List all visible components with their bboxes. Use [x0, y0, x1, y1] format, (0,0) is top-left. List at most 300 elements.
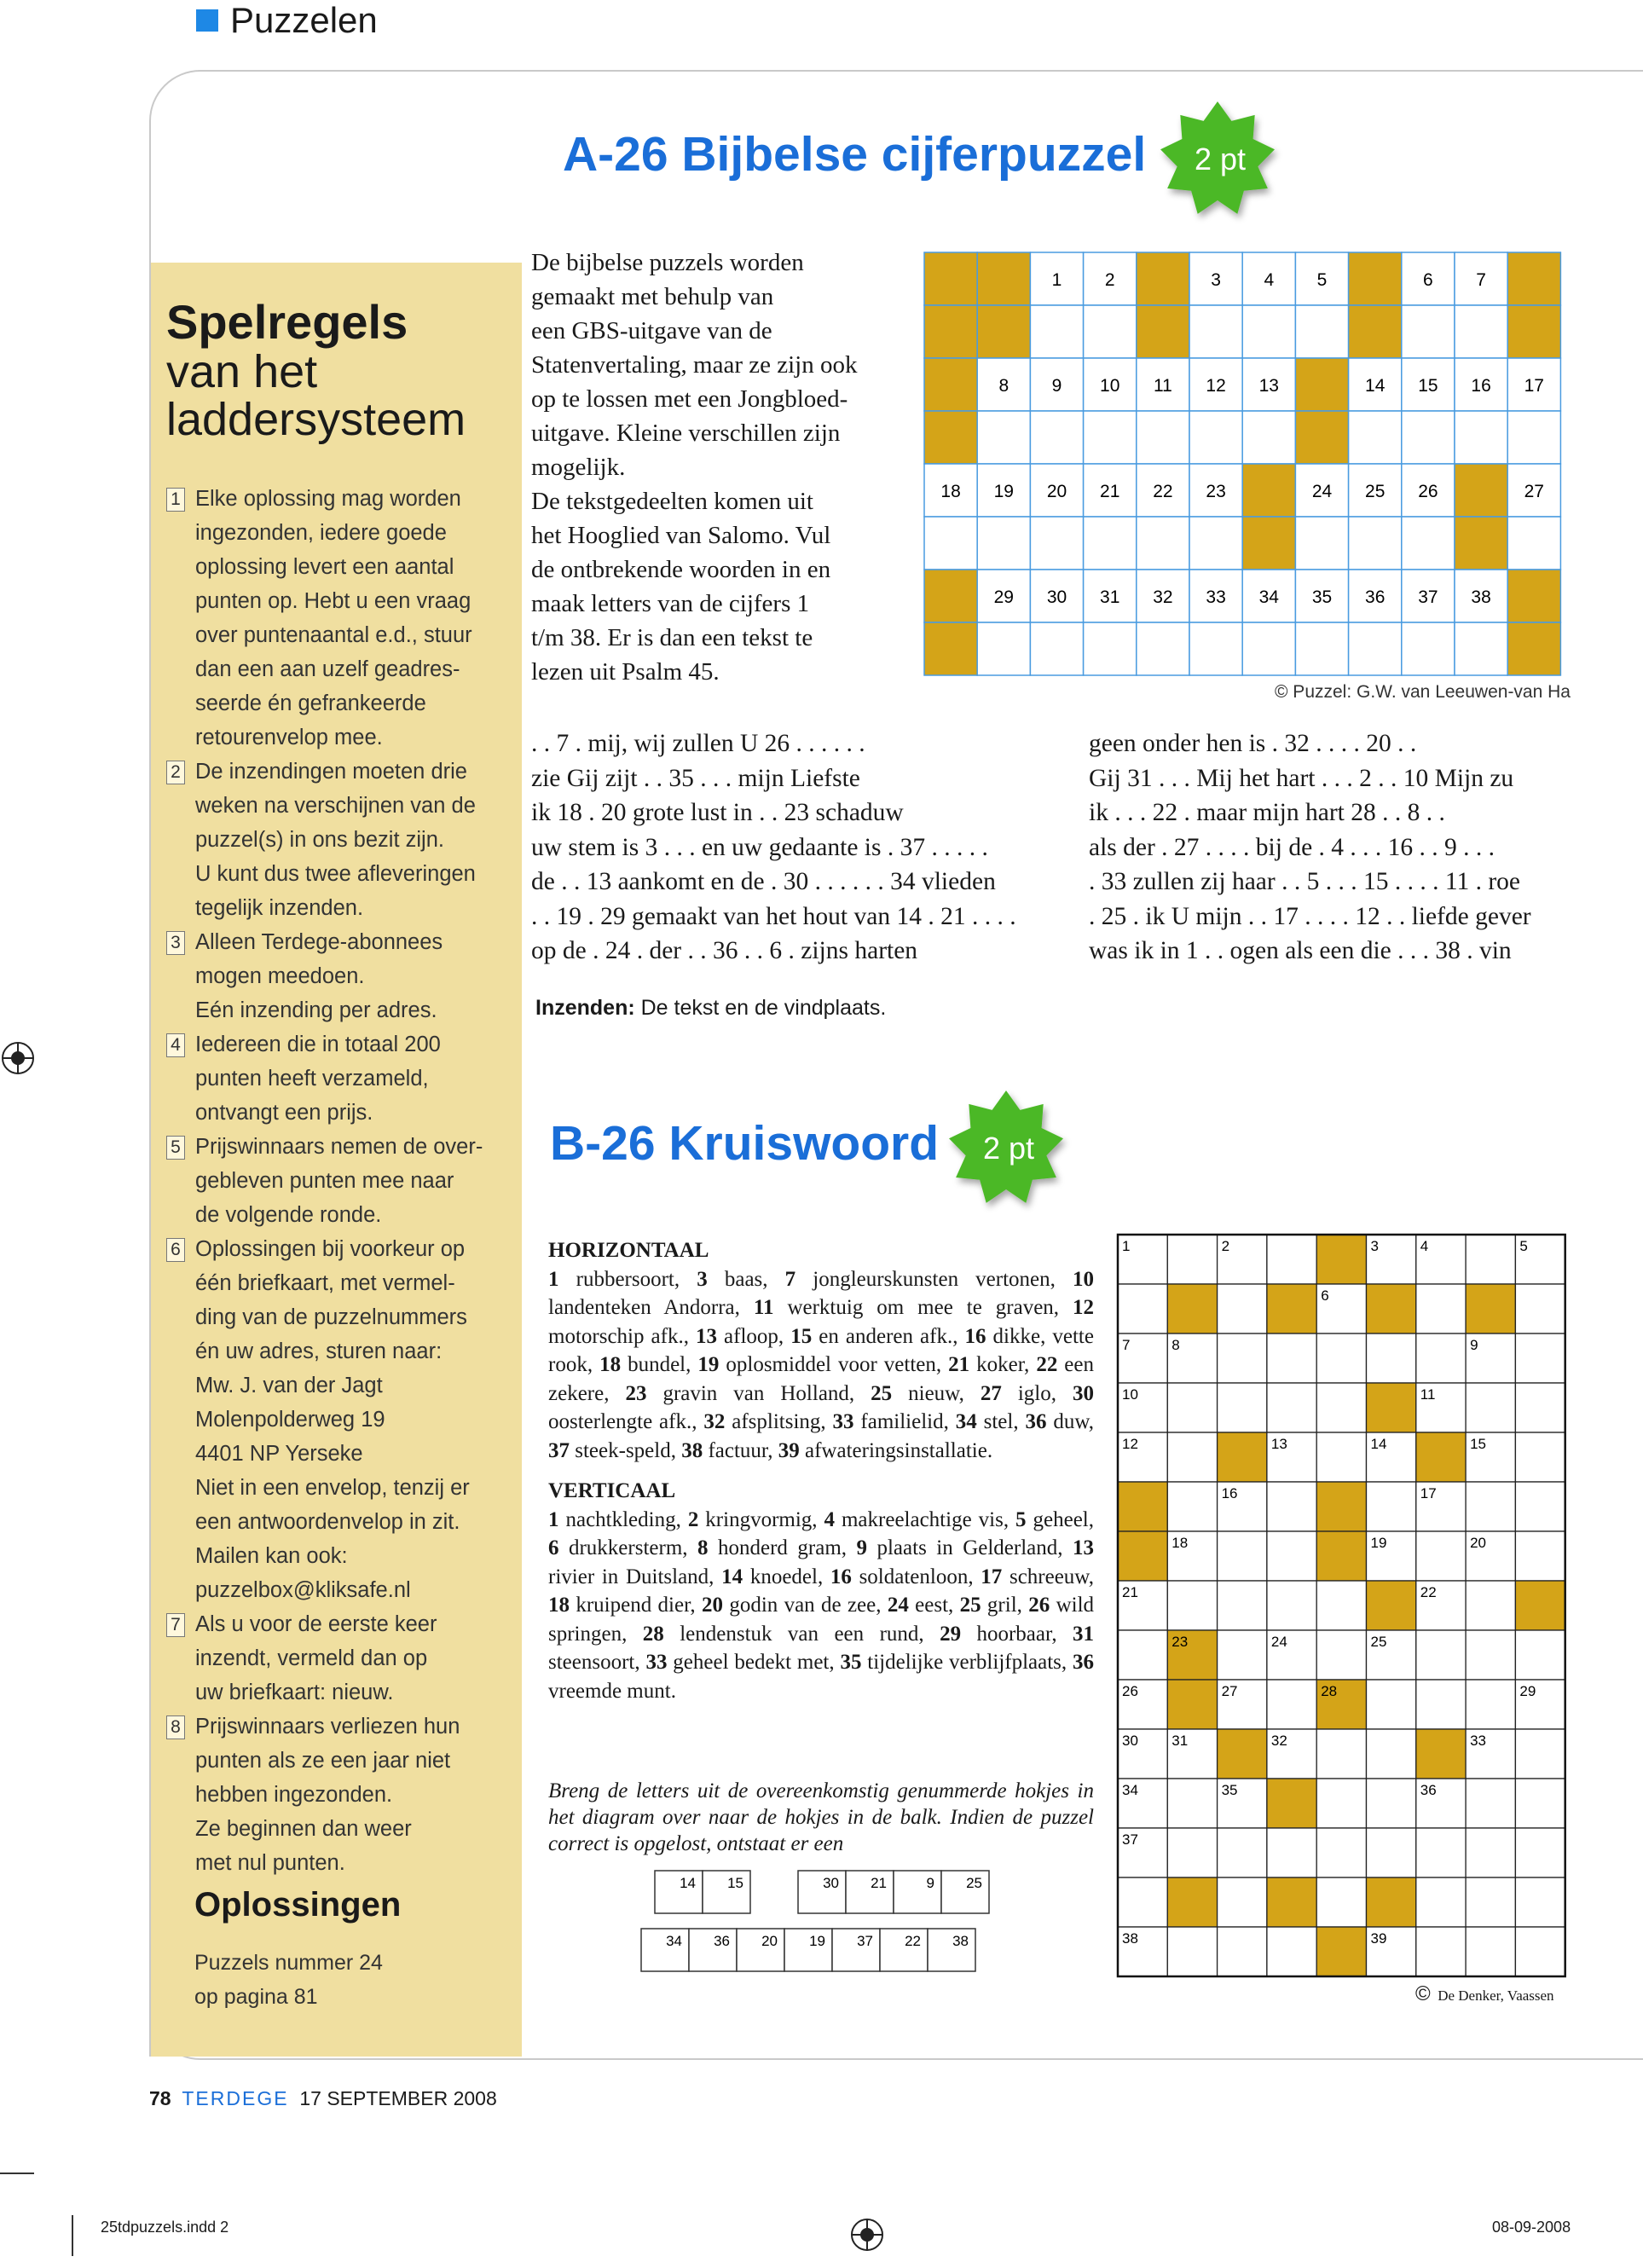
grid-number: 9 [1470, 1337, 1478, 1353]
grid-number: 7 [1122, 1337, 1131, 1353]
clue-text: afsplitsing, [725, 1410, 833, 1433]
rule-number: 4 [166, 1033, 185, 1057]
grid-number: 21 [1100, 482, 1120, 501]
grid-block [1507, 305, 1560, 358]
clue-text: soldatenloon, [851, 1565, 981, 1588]
star-badge-icon [1156, 98, 1284, 226]
clue-text: steensoort, [548, 1651, 646, 1674]
clue-text: duw, [1046, 1410, 1095, 1433]
grid-block [1218, 1729, 1267, 1779]
clue-text: godin van de zee, [722, 1594, 888, 1617]
clue-text: drukkersterm, [558, 1536, 698, 1559]
clue-number: 37 [548, 1438, 570, 1462]
grid-block [977, 252, 1030, 305]
clue-number: 20 [701, 1594, 723, 1617]
clue-number: 36 [1073, 1651, 1094, 1674]
clue-text: vreemde munt. [548, 1679, 676, 1703]
clue-text: motorschip afk., [548, 1324, 696, 1348]
clue-text: factuur, [703, 1438, 778, 1462]
grid-number: 38 [1471, 587, 1491, 607]
grid-number: 32 [1270, 1733, 1287, 1749]
rule-item [166, 1232, 507, 1607]
clue-text: geheel bedekt met, [667, 1651, 841, 1674]
clue-number: 23 [625, 1381, 647, 1405]
copyright-icon: © [1415, 1982, 1431, 2005]
sidebar-title-line2: van het [166, 346, 318, 397]
grid-number: 20 [1046, 482, 1067, 501]
grid-cell [1218, 1284, 1267, 1334]
grid-cell [1349, 411, 1402, 464]
grid-cell [1189, 411, 1242, 464]
grid-cell [1084, 622, 1137, 675]
grid-cell [1218, 1334, 1267, 1383]
clue-text: koker, [969, 1353, 1037, 1376]
puzzle-line: . 25 . ik U mijn . . 17 . . . . 12 . . liefde gever [1089, 902, 1531, 930]
grid-number: 15 [1418, 376, 1438, 396]
clue-text: knoedel, [743, 1565, 830, 1588]
clue-text: stel, [976, 1410, 1026, 1433]
grid-cell [1349, 622, 1402, 675]
clue-number: 39 [778, 1438, 800, 1462]
grid-cell [1316, 1432, 1366, 1482]
grid-block [1242, 464, 1295, 517]
grid-cell [1349, 517, 1402, 570]
grid-number: 21 [1122, 1584, 1138, 1600]
rule-text: De inzendingen moeten drie weken na verschijnen van de puzzel(s) in ons bezit zijn. U kunt dus twee afleveringen tegelijk inzenden. [195, 760, 476, 920]
grid-cell [1218, 1828, 1267, 1877]
grid-cell [1242, 305, 1295, 358]
bar-number: 36 [714, 1933, 730, 1949]
grid-cell [1218, 1927, 1267, 1976]
bar-number: 38 [952, 1933, 969, 1949]
clue-number: 33 [645, 1651, 668, 1674]
grid-cell [1267, 1581, 1316, 1630]
grid-cell [1167, 1383, 1217, 1432]
clue-text: nieuw, [892, 1381, 981, 1405]
grid-cell [977, 622, 1030, 675]
rule-item [166, 1130, 507, 1232]
grid-number: 8 [1172, 1337, 1180, 1353]
clue-number: 18 [548, 1594, 570, 1617]
puzzle-line: was ik in 1 . . ogen als een die . . . 38 . vin [1089, 937, 1512, 964]
grid-block [1137, 305, 1189, 358]
grid-cell [1267, 1680, 1316, 1729]
rule-item [166, 482, 507, 755]
grid-cell [1466, 1877, 1515, 1927]
grid-number: 27 [1524, 482, 1544, 501]
grid-number: 7 [1476, 270, 1486, 290]
grid-cell [1402, 517, 1455, 570]
rule-item [166, 755, 507, 925]
clue-text: familielid, [853, 1410, 956, 1433]
clue-number: 3 [697, 1267, 708, 1291]
grid-block [1507, 570, 1560, 622]
grid-block [1316, 1482, 1366, 1531]
grid-number: 33 [1470, 1733, 1487, 1749]
clue-number: 18 [599, 1353, 622, 1376]
grid-cell [1515, 1729, 1565, 1779]
grid-number: 5 [1519, 1238, 1528, 1254]
grid-number: 22 [1420, 1584, 1437, 1600]
page-footer [149, 2087, 497, 2110]
grid-block [924, 305, 977, 358]
grid-number: 11 [1153, 376, 1172, 396]
grid-block [1316, 1927, 1366, 1976]
grid-number: 29 [993, 587, 1014, 607]
inzenden-text: De tekst en de vindplaats. [634, 996, 887, 1020]
grid-number: 13 [1270, 1436, 1287, 1452]
grid-cell [1267, 1334, 1316, 1383]
grid-cell [1507, 517, 1560, 570]
inzenden-line [535, 996, 886, 1021]
grid-cell [1515, 1779, 1565, 1828]
grid-block [1316, 1531, 1366, 1581]
rule-item [166, 1607, 507, 1710]
grid-cell [1367, 1779, 1416, 1828]
grid-cell [977, 411, 1030, 464]
grid-cell [1267, 1927, 1316, 1976]
grid-number: 11 [1420, 1386, 1436, 1403]
clue-number: 38 [681, 1438, 703, 1462]
clue-number: 7 [784, 1267, 796, 1291]
grid-number: 24 [1270, 1634, 1287, 1650]
grid-cell [1267, 1828, 1316, 1877]
section-header [196, 0, 378, 41]
grid-block [1367, 1581, 1416, 1630]
grid-cell [1137, 411, 1189, 464]
rule-number: 1 [166, 488, 185, 512]
grid-cell [1030, 622, 1083, 675]
grid-cell [1316, 1383, 1366, 1432]
grid-cell [1515, 1383, 1565, 1432]
grid-cell [1515, 1284, 1565, 1334]
clue-text: honderd gram, [708, 1536, 857, 1559]
grid-block [1455, 464, 1507, 517]
clue-number: 17 [981, 1565, 1003, 1588]
clue-number: 13 [696, 1324, 717, 1348]
clue-number: 25 [871, 1381, 893, 1405]
grid-cell [1167, 1581, 1217, 1630]
clue-text: iglo, [1001, 1381, 1073, 1405]
bar-number: 15 [727, 1875, 743, 1891]
puzzle-line: op de . 24 . der . . 36 . . 6 . zijns harten [531, 937, 918, 964]
grid-block [1466, 1284, 1515, 1334]
verticaal-clues [548, 1508, 1094, 1703]
clue-number: 32 [703, 1410, 726, 1433]
grid-cell [1466, 1383, 1515, 1432]
grid-block [1242, 517, 1295, 570]
grid-number: 5 [1316, 270, 1328, 290]
puzzle-line: de . . 13 aankomt en de . 30 . . . . . . 34 vlieden [531, 868, 996, 895]
rule-item [166, 925, 507, 1027]
clue-number: 28 [642, 1622, 664, 1646]
clue-text: oplosmiddel voor vetten, [719, 1353, 949, 1376]
grid-cell [1316, 1630, 1366, 1680]
grid-block [1167, 1877, 1217, 1927]
grid-cell [1466, 1235, 1515, 1284]
clue-text: makreelachtige vis, [835, 1507, 1016, 1531]
clue-number: 4 [824, 1507, 836, 1531]
grid-cell [1267, 1531, 1316, 1581]
grid-number: 23 [1206, 482, 1226, 501]
clue-number: 31 [1073, 1622, 1094, 1646]
grid-cell [1295, 517, 1348, 570]
grid-number: 17 [1420, 1485, 1437, 1501]
grid-cell [1137, 622, 1189, 675]
clue-text: landenteken Andorra, [548, 1296, 754, 1319]
grid-cell [1167, 1779, 1217, 1828]
bar-number: 19 [809, 1933, 825, 1949]
bar-number: 30 [823, 1875, 839, 1891]
grid-cell [1030, 305, 1083, 358]
clue-text: gril, [981, 1594, 1029, 1617]
clue-text: rubbersoort, [558, 1267, 697, 1291]
grid-number: 10 [1122, 1386, 1138, 1403]
grid-block [1507, 252, 1560, 305]
grid-cell [1466, 1927, 1515, 1976]
puzzle-line: ik 18 . 20 grote lust in . . 23 schaduw [531, 799, 904, 826]
grid-cell [1455, 622, 1507, 675]
puzzle-line: geen onder hen is . 32 . . . . 20 . . [1089, 730, 1417, 757]
grid-number: 36 [1420, 1782, 1437, 1798]
rule-text: Oplossingen bij voorkeur op één briefkaart, met vermel- ding van de puzzelnummers én uw adres, sturen naar: Mw. J. van der Jagt Molenpolderweg 19 4401 NP Yerseke Niet in een envelop, tenzij er een antwoordenvelop in zit. Mailen kan ook: puzzelbox@kliksafe.nl [195, 1237, 470, 1602]
clue-number: 33 [832, 1410, 854, 1433]
grid-block [1267, 1779, 1316, 1828]
clue-number: 15 [790, 1324, 813, 1348]
clue-number: 5 [1015, 1507, 1027, 1531]
grid-number: 30 [1122, 1733, 1138, 1749]
grid-cell [1316, 1828, 1366, 1877]
clue-number: 12 [1073, 1296, 1095, 1319]
puzzle-a-intro: De bijbelse puzzels worden gemaakt met behulp van een GBS-uitgave van de Statenvertaling, maar ze zijn ook op te lossen met een Jongbloed- uitgave. Kleine verschillen zijn mogelijk. De tekstgedeelten komen uit het Hooglied van Salomo. Vul de ontbrekende woorden in en maak letters van de cijfers 1 t/m 38. Er is dan een tekst te lezen uit Psalm 45. [531, 249, 858, 686]
grid-number: 14 [1370, 1436, 1387, 1452]
points-label-a: 2 pt [1194, 142, 1247, 176]
grid-cell [1242, 411, 1295, 464]
grid-cell [1367, 1680, 1416, 1729]
grid-block [1167, 1284, 1217, 1334]
clue-number: 19 [697, 1353, 720, 1376]
grid-number: 15 [1470, 1436, 1487, 1452]
grid-cell [1167, 1235, 1217, 1284]
clue-number: 9 [856, 1536, 867, 1559]
grid-number: 17 [1524, 376, 1544, 396]
grid-number: 19 [1370, 1535, 1387, 1551]
clue-number: 14 [721, 1565, 743, 1588]
grid-block [1416, 1729, 1466, 1779]
grid-cell [1515, 1432, 1565, 1482]
oplossingen-text: Puzzels nummer 24 op pagina 81 [194, 1951, 383, 2009]
grid-cell [1515, 1630, 1565, 1680]
grid-number: 9 [1051, 376, 1062, 396]
puzzle-line: . . 19 . 29 gemaakt van het hout van 14 . 21 . . . . [531, 902, 1016, 930]
grid-number: 19 [993, 482, 1014, 501]
puzzle-line: uw stem is 3 . . . en uw gedaante is . 37 . . . . . [531, 833, 988, 861]
grid-cell [1030, 411, 1083, 464]
grid-cell [1466, 1482, 1515, 1531]
grid-number: 37 [1418, 587, 1438, 607]
clue-number: 16 [830, 1565, 852, 1588]
grid-cell [1189, 622, 1242, 675]
clue-text: oosterlengte afk., [548, 1410, 704, 1433]
grid-number: 1 [1122, 1238, 1131, 1254]
solution-bar [639, 1869, 981, 1984]
grid-cell [1515, 1877, 1565, 1927]
rule-number: 3 [166, 931, 185, 955]
grid-number: 27 [1221, 1683, 1238, 1699]
crop-mark [72, 2215, 73, 2256]
grid-block [1515, 1581, 1565, 1630]
grid-number: 38 [1122, 1930, 1138, 1947]
grid-block [924, 252, 977, 305]
grid-cell [1466, 1779, 1515, 1828]
grid-block [1367, 1284, 1416, 1334]
grid-block [1507, 622, 1560, 675]
rule-text: Prijswinnaars verliezen hun punten als ze een jaar niet hebben ingezonden. Ze beginnen dan weer met nul punten. [195, 1715, 460, 1875]
grid-number: 6 [1321, 1287, 1329, 1304]
grid-cell [1218, 1581, 1267, 1630]
puzzle-a-title: A-26 Bijbelse cijferpuzzel [563, 127, 1147, 182]
oplossingen-title: Oplossingen [194, 1886, 402, 1924]
clue-number: 13 [1073, 1536, 1094, 1559]
grid-cell [1507, 411, 1560, 464]
grid-number: 2 [1104, 270, 1115, 290]
registration-mark-icon [2, 1042, 34, 1074]
grid-cell [1416, 1877, 1466, 1927]
grid-cell [1316, 1877, 1366, 1927]
grid-cell [1137, 517, 1189, 570]
puzzle-a-lines-right [1089, 726, 1531, 969]
clue-number: 35 [840, 1651, 862, 1674]
grid-number: 18 [1172, 1535, 1189, 1551]
grid-number: 23 [1172, 1634, 1189, 1650]
grid-number: 35 [1311, 587, 1333, 607]
grid-number: 35 [1221, 1782, 1238, 1798]
grid-number: 22 [1153, 482, 1173, 501]
grid-cell [1455, 411, 1507, 464]
grid-block [924, 358, 977, 411]
clue-text: geheel, [1026, 1507, 1094, 1531]
clue-text: eest, [908, 1594, 960, 1617]
grid-number: 14 [1365, 376, 1386, 396]
grid-cell [1267, 1383, 1316, 1432]
clue-number: 6 [548, 1536, 559, 1559]
puzzle-b-grid [1117, 1234, 1573, 1984]
puzzle-b-instruction: Breng de letters uit de overeenkomstig genummerde hokjes in het diagram over naar de hokjes in de balk. Indien de puzzel correct is opgelost, ontstaat er een [548, 1779, 1094, 1855]
grid-number: 30 [1046, 587, 1067, 607]
grid-number: 39 [1370, 1930, 1387, 1947]
grid-cell [1267, 1235, 1316, 1284]
grid-cell [1466, 1680, 1515, 1729]
bar-number: 20 [761, 1933, 778, 1949]
clue-number: 27 [980, 1381, 1002, 1405]
rule-number: 5 [166, 1136, 185, 1160]
grid-number: 4 [1264, 270, 1275, 290]
grid-cell [1515, 1482, 1565, 1531]
grid-number: 18 [940, 482, 961, 501]
clue-number: 30 [1072, 1381, 1094, 1405]
grid-cell [1416, 1531, 1466, 1581]
grid-cell [1295, 305, 1348, 358]
puzzle-line: Gij 31 . . . Mij het hart . . . 2 . . 10 Mijn zu [1089, 764, 1514, 792]
grid-cell [1515, 1531, 1565, 1581]
rule-text: Elke oplossing mag worden ingezonden, iedere goede oplossing levert een aantal punten op. Hebt u een vraag over puntenaantal e.d., stuur dan een aan uzelf geadres- seerde én gefrankeerde retourenvelop mee. [195, 487, 472, 749]
grid-block [924, 622, 977, 675]
puzzle-a-grid [923, 252, 1573, 678]
points-badge-b [945, 1087, 1073, 1215]
grid-cell [1084, 305, 1137, 358]
rule-item [166, 1027, 507, 1130]
clue-number: 29 [940, 1622, 962, 1646]
inzenden-label: Inzenden: [535, 996, 635, 1020]
clue-number: 25 [959, 1594, 981, 1617]
puzzle-b-credit [1415, 1982, 1554, 2006]
grid-block [1267, 1284, 1316, 1334]
grid-cell [1416, 1284, 1466, 1334]
grid-cell [1316, 1581, 1366, 1630]
clue-number: 26 [1028, 1594, 1050, 1617]
bar-number: 9 [926, 1875, 934, 1891]
grid-cell [1367, 1729, 1416, 1779]
grid-block [1295, 411, 1348, 464]
clue-text: schreeuw, [1002, 1565, 1094, 1588]
rule-number: 2 [166, 761, 185, 784]
magazine-name: TERDEGE [182, 2087, 289, 2109]
clue-number: 11 [753, 1296, 774, 1319]
sidebar-title [166, 297, 466, 443]
clue-number: 16 [964, 1324, 986, 1348]
clue-text: steek-speld, [570, 1438, 682, 1462]
bar-number: 14 [680, 1875, 696, 1891]
grid-cell [1367, 1334, 1416, 1383]
grid-number: 20 [1470, 1535, 1487, 1551]
grid-cell [1218, 1531, 1267, 1581]
grid-number: 1 [1051, 270, 1062, 290]
grid-cell [1189, 517, 1242, 570]
grid-cell [1030, 517, 1083, 570]
grid-block [924, 570, 977, 622]
grid-block [1349, 252, 1402, 305]
grid-block [1455, 517, 1507, 570]
star-badge-icon [945, 1087, 1073, 1215]
clue-number: 22 [1036, 1353, 1058, 1376]
grid-number: 8 [998, 376, 1010, 396]
grid-number: 31 [1100, 587, 1120, 607]
grid-number: 16 [1471, 376, 1491, 396]
clue-number: 2 [687, 1507, 699, 1531]
grid-cell [1416, 1680, 1466, 1729]
clue-text: rivier in Duitsland, [548, 1565, 722, 1588]
grid-cell [1402, 411, 1455, 464]
grid-cell [1416, 1927, 1466, 1976]
grid-cell [1466, 1828, 1515, 1877]
slug-right: 08-09-2008 [1492, 2219, 1571, 2236]
clue-number: 1 [548, 1267, 559, 1291]
grid-number: 24 [1311, 482, 1333, 501]
grid-block [1295, 358, 1348, 411]
grid-block [977, 305, 1030, 358]
clue-text: dikke, vette rook, [548, 1324, 1094, 1376]
rule-text: Als u voor de eerste keer inzendt, vermeld dan op uw briefkaart: nieuw. [195, 1612, 437, 1704]
grid-block [924, 411, 977, 464]
clue-text: werktuig om mee te graven, [773, 1296, 1073, 1319]
grid-cell [1515, 1927, 1565, 1976]
grid-number: 37 [1122, 1831, 1138, 1848]
grid-number: 25 [1370, 1634, 1387, 1650]
grid-cell [1466, 1630, 1515, 1680]
clues [548, 1236, 1094, 1705]
grid-cell [1316, 1779, 1366, 1828]
puzzle-line: . . 7 . mij, wij zullen U 26 . . . . . . [531, 730, 865, 757]
